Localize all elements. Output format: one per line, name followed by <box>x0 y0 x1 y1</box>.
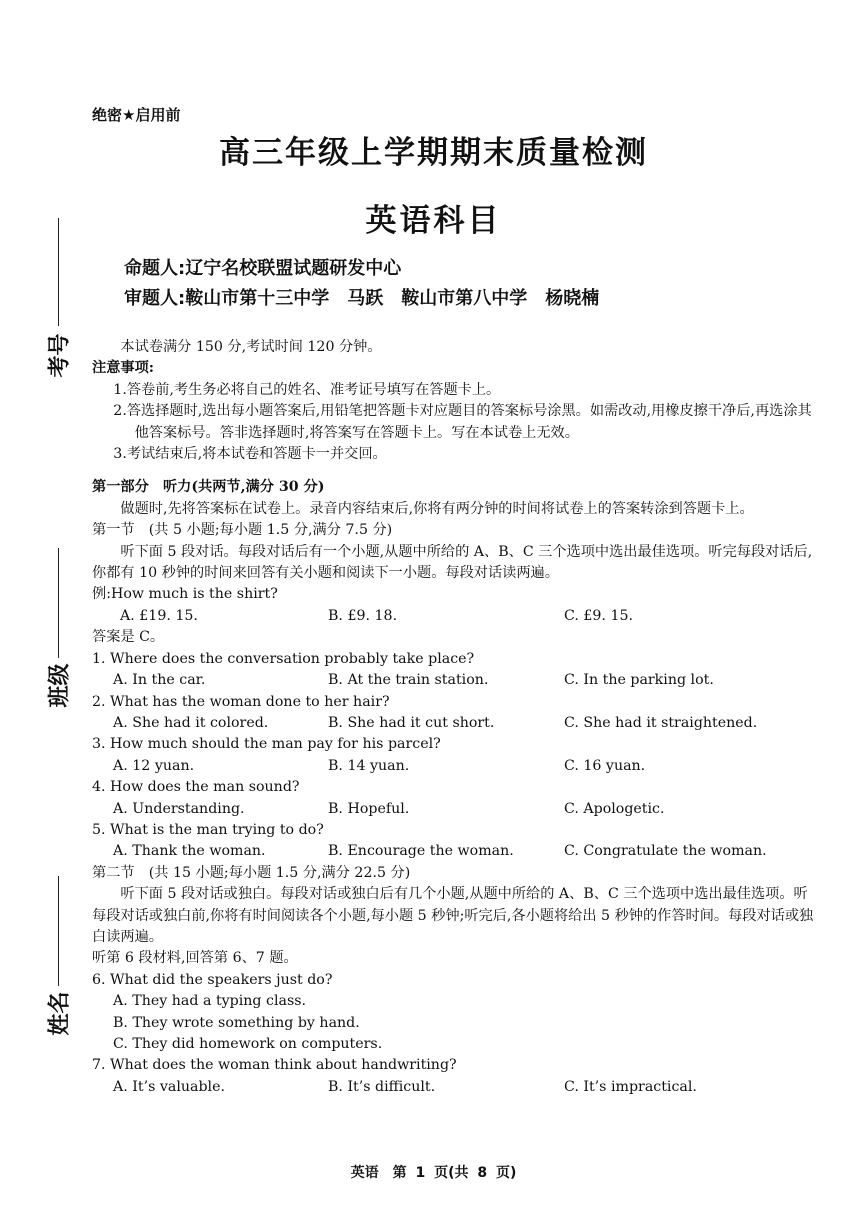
part1-heading: 第一部分 听力(共两节,满分 30 分) <box>92 479 325 496</box>
question-options <box>92 756 818 777</box>
exam-body <box>92 337 818 1098</box>
option-c: C. She had it straightened. <box>564 714 758 731</box>
question-options <box>92 713 818 734</box>
proposer-line: 命题人:辽宁名校联盟试题研发中心 <box>124 258 402 279</box>
example-answer: 答案是 C。 <box>92 629 165 646</box>
notice-item: 1.答卷前,考生务必将自己的姓名、准考证号填写在答题卡上。 <box>113 381 501 398</box>
page-title: 高三年级上学期期末质量检测 <box>219 135 648 171</box>
option-c: C. Apologetic. <box>564 800 665 817</box>
question-options <box>92 670 818 691</box>
option-a: A. Understanding. <box>113 800 245 817</box>
question: 4. How does the man sound? <box>92 779 300 796</box>
option-c: C. £9. 15. <box>564 607 634 624</box>
option-b: B. 14 yuan. <box>328 757 410 774</box>
exam-number-label: 考号 <box>47 333 73 378</box>
name-label: 姓名 <box>47 991 73 1036</box>
notice-item: 2.答选择题时,选出每小题答案后,用铅笔把答题卡对应题目的答案标号涂黑。如需改动,用橡皮擦干净后,再选涂其他答案标号。答非选择题时,将答案写在答题卡上。写在本试卷上无效。 <box>113 403 812 441</box>
name-field[interactable] <box>36 876 80 1036</box>
option-b: B. She had it cut short. <box>328 714 495 731</box>
option-a: A. Thank the woman. <box>113 843 266 860</box>
section1-heading: 第一节 (共 5 小题;每小题 1.5 分,满分 7.5 分) <box>92 522 393 539</box>
question-options <box>92 799 818 820</box>
option-c: C. They did homework on computers. <box>113 1036 383 1052</box>
score-time: 本试卷满分 150 分,考试时间 120 分钟。 <box>120 339 382 355</box>
option-b: B. At the train station. <box>328 672 489 689</box>
subject-title: 英语科目 <box>365 203 502 239</box>
class-label: 班级 <box>47 663 73 708</box>
page-footer: 英语 第 1 页(共 8 页) <box>350 1165 517 1181</box>
reviewer-line: 审题人:鞍山市第十三中学 马跃 鞍山市第八中学 杨晓楠 <box>124 288 600 309</box>
section1-instruction: 听下面 5 段对话。每段对话后有一个小题,从题中所给的 A、B、C 三个选项中选出最佳选项。听完每段对话后,你都有 10 秒钟的时间来回答有关小题和阅读下一小题。每段对话读两遍。 <box>92 543 813 582</box>
confidential-label: 绝密★启用前 <box>92 106 181 124</box>
question: 7. What does the woman think about handwriting? <box>92 1057 457 1074</box>
material-note: 听第 6 段材料,回答第 6、7 题。 <box>92 950 298 967</box>
option-a: A. It’s valuable. <box>113 1078 226 1095</box>
option-c: C. It’s impractical. <box>564 1078 697 1095</box>
option-a: A. £19. 15. <box>120 607 198 624</box>
part1-instruction: 做题时,先将答案标在试卷上。录音内容结束后,你将有两分钟的时间将试卷上的答案转涂到答题卡上。 <box>120 500 754 517</box>
class-field[interactable] <box>36 548 80 708</box>
question: 3. How much should the man pay for his parcel? <box>92 736 441 753</box>
question: 5. What is the man trying to do? <box>92 821 324 838</box>
example-options <box>92 606 818 627</box>
option-a: A. They had a typing class. <box>113 993 307 1010</box>
question-options <box>92 841 818 862</box>
notice-title: 注意事项: <box>92 360 154 377</box>
option-b: B. They wrote something by hand. <box>113 1014 360 1031</box>
section2-instruction: 听下面 5 段对话或独白。每段对话或独白后有几个小题,从题中所给的 A、B、C 三个选项中选出最佳选项。听每段对话或独白前,你将有时间阅读各个小题,每小题 5 秒钟;听完后,各小题将给出 5 秒钟的作答时间。每段对话或独白读两遍。 <box>92 886 814 945</box>
section2-heading: 第二节 (共 15 小题;每小题 1.5 分,满分 22.5 分) <box>92 864 411 881</box>
option-c: C. 16 yuan. <box>564 757 646 774</box>
option-c: C. In the parking lot. <box>564 672 714 689</box>
option-b: B. £9. 18. <box>328 607 398 624</box>
question: 1. Where does the conversation probably take place? <box>92 650 475 667</box>
question: 6. What did the speakers just do? <box>92 971 333 988</box>
option-b: B. Hopeful. <box>328 800 410 817</box>
option-c: C. Congratulate the woman. <box>564 843 767 860</box>
option-b: B. It’s difficult. <box>328 1078 436 1095</box>
option-a: A. 12 yuan. <box>113 757 195 774</box>
option-a: A. In the car. <box>113 672 206 689</box>
option-b: B. Encourage the woman. <box>328 843 514 860</box>
exam-number-field[interactable] <box>36 218 80 378</box>
question-options <box>92 1077 818 1098</box>
option-a: A. She had it colored. <box>113 714 269 731</box>
question: 2. What has the woman done to her hair? <box>92 693 390 710</box>
example-question: 例:How much is the shirt? <box>92 586 278 603</box>
notice-item: 3.考试结束后,将本试卷和答题卡一并交回。 <box>113 446 387 463</box>
